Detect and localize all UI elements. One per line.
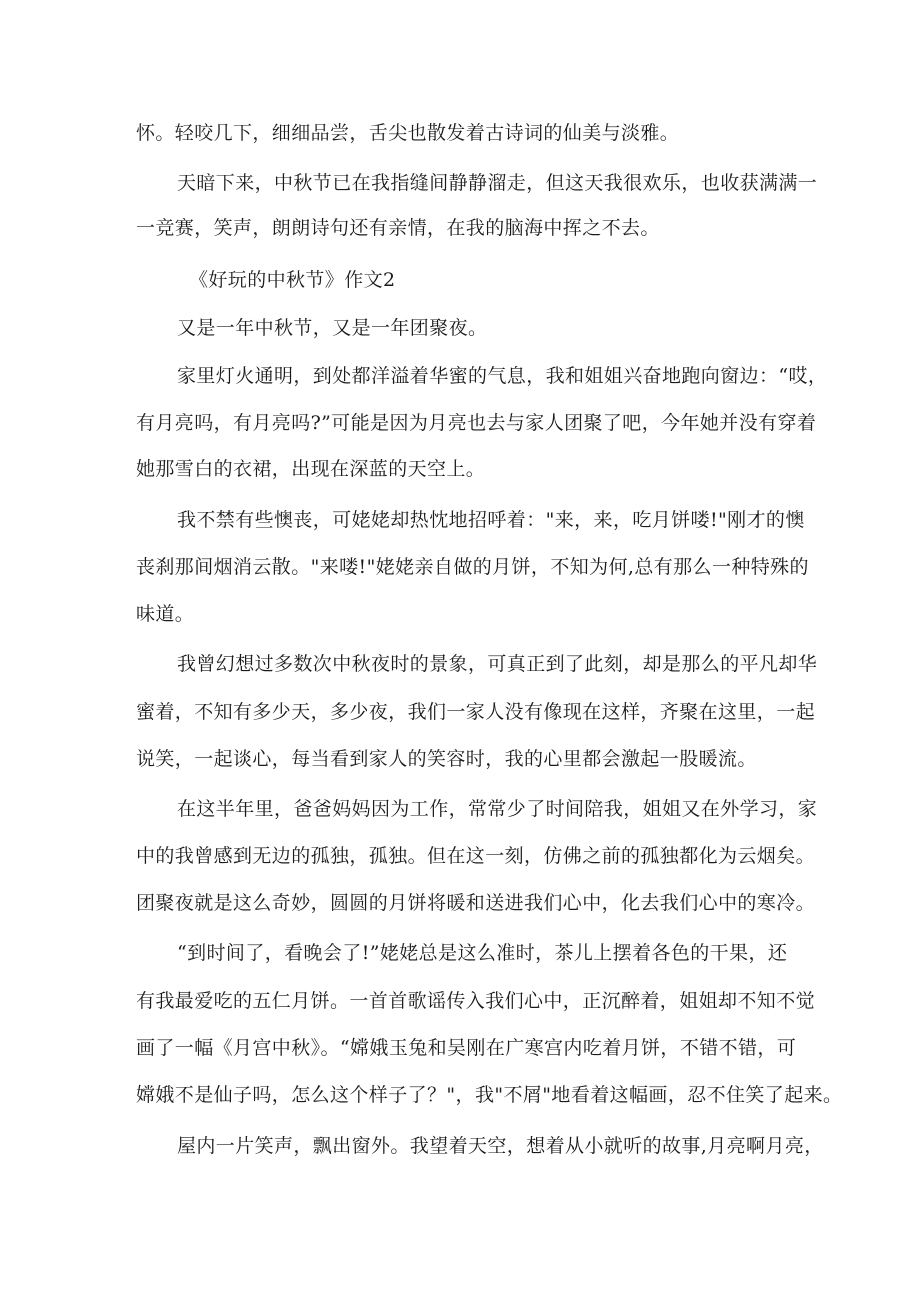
essay-title: 《好玩的中秋节》作文2	[189, 269, 396, 291]
text-line: 她那雪白的衣裙，出现在深蓝的天空上。	[136, 458, 486, 480]
paragraph-start: 又是一年中秋节，又是一年团聚夜。	[177, 317, 488, 339]
paragraph-start: 屋内一片笑声，飘出窗外。我望着天空，想着从小就听的故事,月亮啊月亮，	[177, 1135, 824, 1157]
text-line: 一竞赛，笑声，朗朗诗句还有亲情，在我的脑海中挥之不去。	[136, 217, 660, 239]
text-line: 嫦娥不是仙子吗，怎么这个样子了？"，我"不屑"地看着这幅画，忍不住笑了起来。	[136, 1084, 843, 1106]
paragraph-start: 家里灯火通明，到处都洋溢着华蜜的气息，我和姐姐兴奋地跑向窗边：“哎，	[177, 365, 828, 387]
text-line: 画了一幅《月宫中秋》。“嫦娥玉兔和吴刚在广寒宫内吃着月饼，不错不错，可	[136, 1037, 797, 1059]
text-line: 有我最爱吃的五仁月饼。一首首歌谣传入我们心中，正沉醉着，姐姐却不知不觉	[136, 990, 816, 1012]
paragraph-start: “到时间了，看晚会了!”姥姥总是这么准时，茶儿上摆着各色的干果，还	[177, 942, 788, 964]
text-line: 蜜着，不知有多少天，多少夜，我们一家人没有像现在这样，齐聚在这里，一起	[136, 701, 816, 723]
text-line: 团聚夜就是这么奇妙，圆圆的月饼将暖和送进我们心中，化去我们心中的寒冷。	[136, 892, 816, 914]
text-line: 中的我曾感到无边的孤独，孤独。但在这一刻，仿佛之前的孤独都化为云烟矣。	[136, 845, 816, 867]
text-line: 怀。轻咬几下，细细品尝，舌尖也散发着古诗词的仙美与淡雅。	[136, 122, 680, 144]
paragraph-start: 我曾幻想过多数次中秋夜时的景象，可真正到了此刻，却是那么的平凡却华	[177, 653, 818, 675]
paragraph-start: 我不禁有些懊丧，可姥姥却热忱地招呼着："来，来，吃月饼喽!"刚才的懊	[177, 509, 805, 531]
text-line: 味道。	[136, 603, 195, 625]
paragraph-start: 天暗下来，中秋节已在我指缝间静静溜走，但这天我很欢乐，也收获满满一	[177, 172, 818, 194]
text-line: 说笑，一起谈心，每当看到家人的笑容时，我的心里都会激起一股暖流。	[136, 748, 757, 770]
paragraph-start: 在这半年里，爸爸妈妈因为工作，常常少了时间陪我，姐姐又在外学习，家	[177, 798, 818, 820]
text-line: 丧刹那间烟消云散。"来喽!"姥姥亲自做的月饼，不知为何,总有那么一种特殊的	[136, 556, 809, 578]
text-line: 有月亮吗，有月亮吗?”可能是因为月亮也去与家人团聚了吧，今年她并没有穿着	[136, 412, 817, 434]
